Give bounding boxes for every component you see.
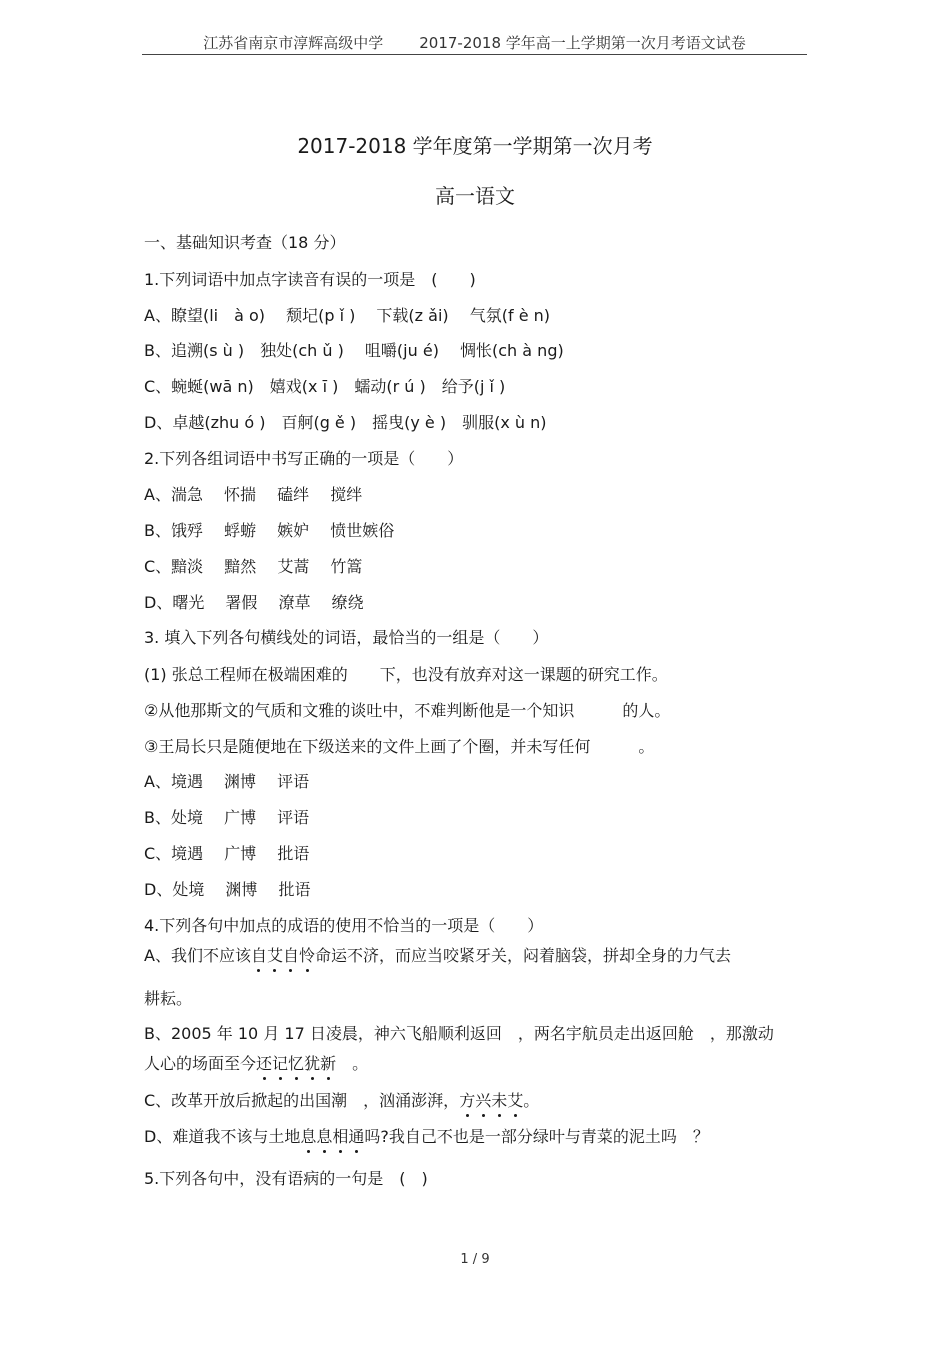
q1-option-b: B、追溯(s ù ) 独处(ch ǔ ) 咀嚼(ju é) 惆怅(ch à ng) (144, 341, 564, 360)
q4-b-idiom (256, 1054, 336, 1073)
section-heading: 一、基础知识考查（18 分） (144, 233, 346, 252)
emphasis-char: 相 (332, 1124, 348, 1147)
q2-option-a: A、湍急 怀揣 磕绊 搅绊 (144, 485, 363, 504)
q3-option-d: D、处境 渊博 批语 (144, 880, 311, 899)
emphasis-char: 通 (348, 1124, 364, 1147)
emphasis-char: 犹 (304, 1051, 320, 1074)
q4-option-a (144, 943, 731, 966)
exam-title: 2017-2018 学年度第一学期第一次月考 (297, 134, 653, 158)
header-rule (142, 54, 807, 55)
emphasis-char: 息 (316, 1124, 332, 1147)
q4-a-idiom (251, 946, 315, 965)
emphasis-char: 怜 (299, 943, 315, 966)
q4-option-d (144, 1124, 709, 1147)
q4-d-idiom (300, 1127, 364, 1146)
q4-b-pre: 人心的场面至今 (144, 1054, 257, 1073)
q4-d-pre: D、难道我不该与土地 (144, 1127, 301, 1146)
q2-stem: 2.下列各组词语中书写正确的一项是（ ） (144, 449, 464, 468)
q4-a-post: 命运不济，而应当咬紧牙关，闷着脑袋，拼却全身的力气去 (315, 946, 732, 965)
emphasis-char: 忆 (288, 1051, 304, 1074)
emphasis-char: 自 (251, 943, 267, 966)
emphasis-char: 息 (300, 1124, 316, 1147)
q3-option-a: A、境遇 渊博 评语 (144, 772, 310, 791)
q3-sentence-3: ③王局长只是随便地在下级送来的文件上画了个圈，并未写任何 。 (144, 737, 655, 756)
emphasis-char: 自 (283, 943, 299, 966)
q4-b-post: 。 (336, 1054, 369, 1073)
q4-option-c (144, 1088, 539, 1111)
q1-option-c: C、蜿蜒(wā n) 嬉戏(x ī ) 蠕动(r ú ) 给予(j ǐ ) (144, 377, 506, 396)
q4-d-post: 吗?我自己不也是一部分绿叶与青菜的泥土吗 ？ (364, 1127, 709, 1146)
q3-stem: 3. 填入下列各句横线处的词语，最恰当的一组是（ ） (144, 628, 549, 647)
q1-option-a: A、瞭望(li à o) 颓圮(p ǐ ) 下载(z ǎi) 气氛(f è n) (144, 306, 551, 325)
emphasis-char: 艾 (267, 943, 283, 966)
q3-sentence-1: (1) 张总工程师在极端困难的 下，也没有放弃对这一课题的研究工作。 (144, 665, 668, 684)
page-header (142, 32, 807, 53)
emphasis-char: 未 (491, 1088, 507, 1111)
emphasis-char: 新 (320, 1051, 336, 1074)
header-school: 江苏省南京市淳辉高级中学 (203, 34, 384, 52)
q2-option-c: C、黯淡 黯然 艾蒿 竹篙 (144, 557, 363, 576)
q4-a-pre: A、我们不应该 (144, 946, 251, 965)
q4-c-idiom (459, 1091, 523, 1110)
q4-option-b-line2 (144, 1051, 368, 1074)
q1-stem: 1.下列词语中加点字读音有误的一项是 ( ) (144, 270, 476, 289)
header-exam: 2017-2018 学年高一上学期第一次月考语文试卷 (419, 34, 746, 52)
q2-option-d: D、曙光 署假 潦草 缭绕 (144, 593, 364, 612)
q3-sentence-2: ②从他那斯文的气质和文雅的谈吐中，不难判断他是一个知识 的人。 (144, 701, 671, 720)
emphasis-char: 艾 (507, 1088, 523, 1111)
q4-option-b-line1: B、2005 年 10 月 17 日凌晨，神六飞船顺利返回 ，两名宇航员走出返回舱 ，那激动 (144, 1024, 774, 1043)
q4-c-pre: C、改革开放后掀起的出国潮 ，汹涌澎湃， (144, 1091, 460, 1110)
q5-stem: 5.下列各句中，没有语病的一句是 ( ) (144, 1169, 428, 1188)
q1-option-d: D、卓越(zhu ó ) 百舸(g ě ) 摇曳(y è ) 驯服(x ù n) (144, 413, 547, 432)
emphasis-char: 兴 (475, 1088, 491, 1111)
q4-option-a-continued: 耕耘。 (144, 989, 193, 1008)
q4-stem: 4.下列各句中加点的成语的使用不恰当的一项是（ ） (144, 916, 544, 935)
q4-c-post: 。 (523, 1091, 540, 1110)
q3-option-b: B、处境 广博 评语 (144, 808, 310, 827)
q2-option-b: B、饿殍 蜉蝣 嫉妒 愤世嫉俗 (144, 521, 395, 540)
exam-subtitle: 高一语文 (435, 184, 515, 208)
emphasis-char: 还 (256, 1051, 272, 1074)
emphasis-char: 方 (459, 1088, 475, 1111)
page-number: 1 / 9 (460, 1252, 490, 1267)
emphasis-char: 记 (272, 1051, 288, 1074)
q3-option-c: C、境遇 广博 批语 (144, 844, 310, 863)
